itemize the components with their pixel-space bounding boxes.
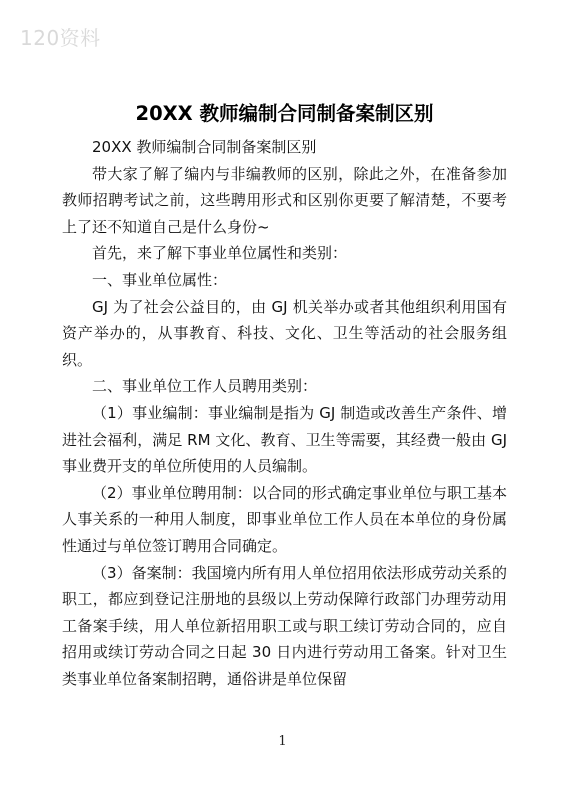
document-page (62, 100, 507, 692)
paragraph-unit-attribute: GJ 为了社会公益目的，由 GJ 机关举办或者其他组织利用国有资产举办的，从事教育、科技、文化、卫生等活动的社会服务组织。 (62, 297, 507, 369)
heading-hiring-types: 二、事业单位工作人员聘用类别： (92, 377, 318, 396)
heading-unit-attribute: 一、事业单位属性： (92, 270, 228, 289)
paragraph-type-3: （3）备案制：我国境内所有用人单位招用依法形成劳动关系的职工，都应到登记注册地的县级以上劳动保障行政部门办理劳动用工备案手续，用人单位新招用职工或与职工续订劳动合同的，应自招用或续订劳动合同之日起 30 日内进行劳动用工备案。针对卫生类事业单位备案制招聘，通俗讲是单位保留 (62, 563, 507, 688)
document-title: 20XX 教师编制合同制备案制区别 (135, 102, 434, 125)
paragraph-intro: 带大家了解了编内与非编教师的区别，除此之外，在准备参加教师招聘考试之前，这些聘用形式和区别你更要了解清楚，不要考上了还不知道自己是什么身份~ (62, 164, 507, 236)
paragraph-subtitle: 20XX 教师编制合同制备案制区别 (92, 138, 317, 156)
paragraph-first: 首先，来了解下事业单位属性和类别： (92, 244, 348, 263)
watermark-logo: 120资料 (20, 26, 101, 50)
paragraph-type-2: （2）事业单位聘用制：以合同的形式确定事业单位与职工基本人事关系的一种用人制度，即事业单位工作人员在本单位的身份属性通过与单位签订聘用合同确定。 (62, 483, 507, 555)
page-number: 1 (278, 734, 287, 749)
paragraph-type-1: （1）事业编制：事业编制是指为 GJ 制造或改善生产条件、增进社会福利，满足 RM 文化、教育、卫生等需要，其经费一般由 GJ 事业费开支的单位所使用的人员编制。 (62, 403, 507, 476)
